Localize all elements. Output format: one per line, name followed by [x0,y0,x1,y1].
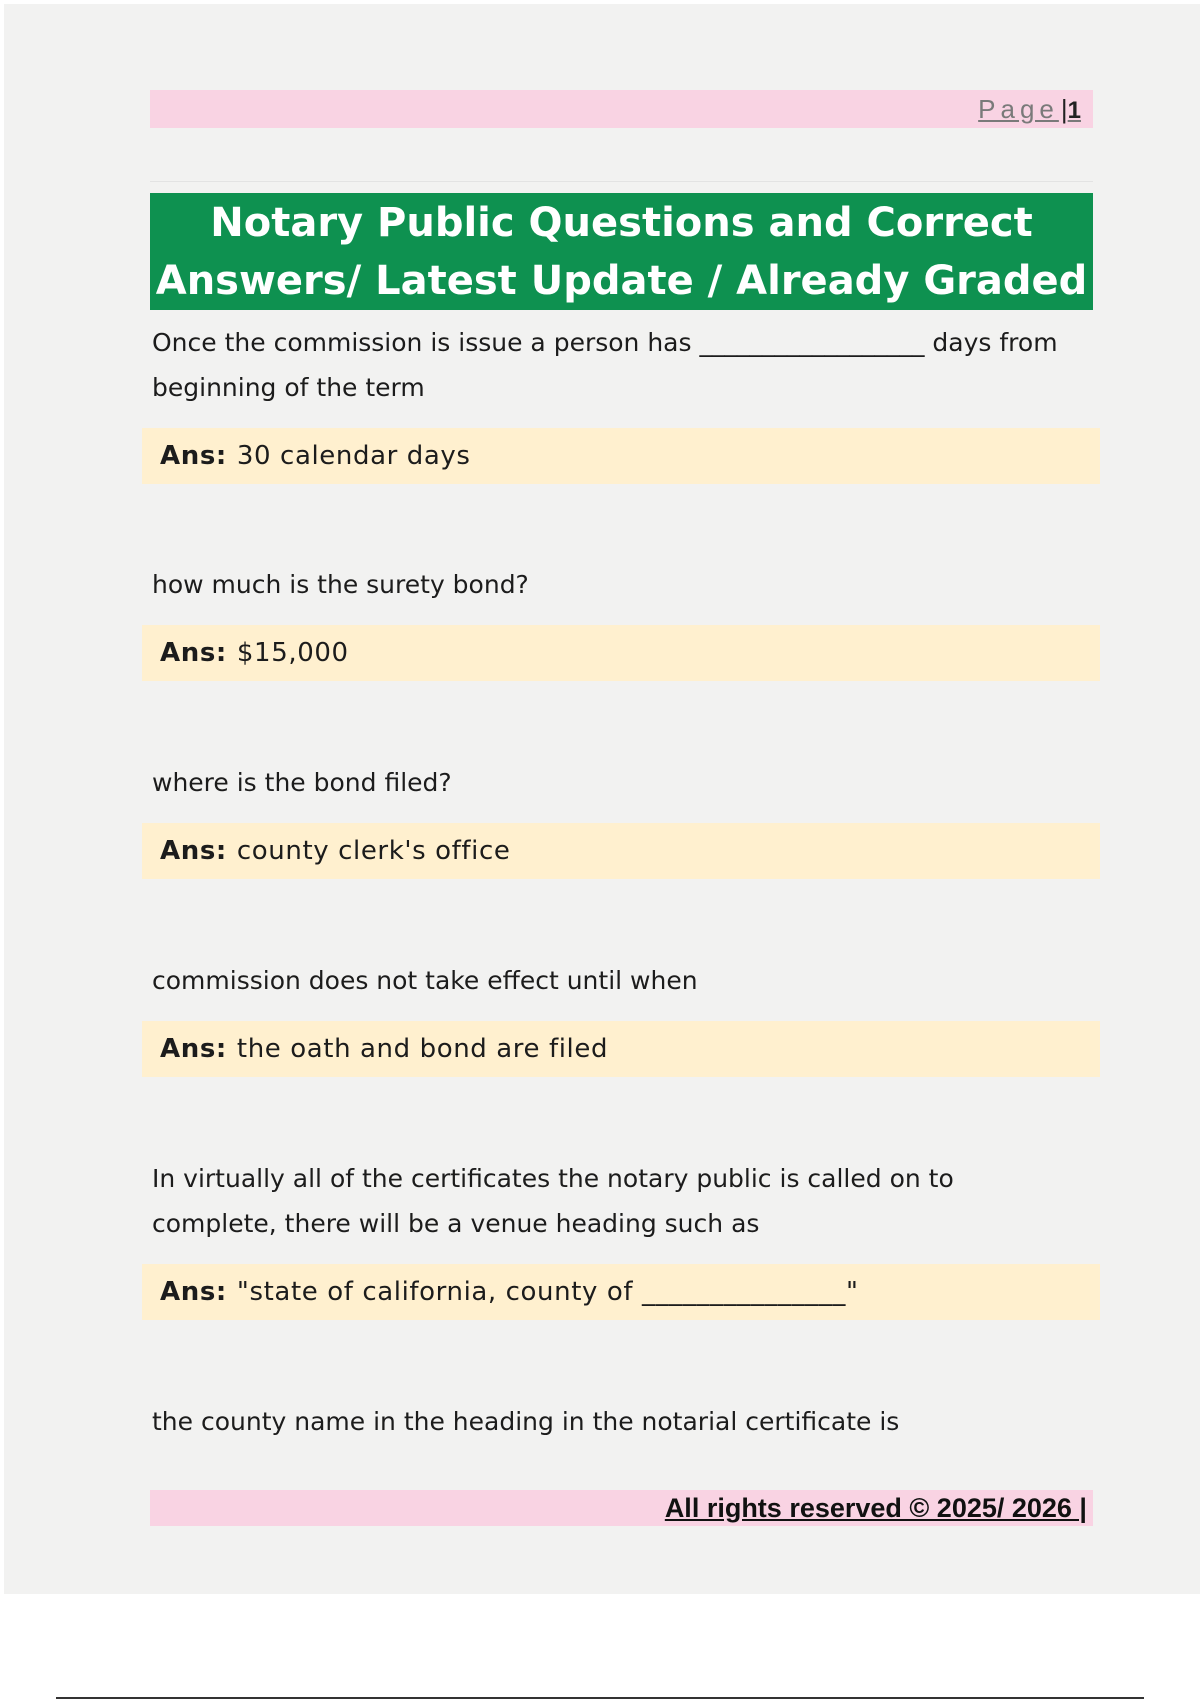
question-text: Once the commission is issue a person has __________________ days from beginning of the term [152,328,1058,402]
title-banner [150,193,1093,310]
qa-item [142,562,1100,681]
document-title: Notary Public Questions and Correct Answers/ Latest Update / Already Graded [155,199,1088,304]
question-text: where is the bond filed? [152,768,452,797]
answer-label: Ans: [160,1277,227,1307]
answer-label: Ans: [160,638,227,668]
page-header [150,90,1093,128]
header-divider [150,181,1093,182]
qa-item [142,760,1100,879]
document-page [4,4,1200,1594]
question-text: In virtually all of the certificates the notary public is called on to complete, there will be a venue heading such as [152,1164,954,1238]
copyright-text: All rights reserved © 2025/ 2026 | [664,1493,1087,1523]
question-text: how much is the surety bond? [152,570,529,599]
qa-item [142,958,1100,1077]
answer-text: 30 calendar days [236,441,471,471]
page-label: Page [978,94,1059,124]
page-separator: | [1060,94,1068,124]
answer-label: Ans: [160,836,227,866]
answer-text: county clerk's office [236,836,511,866]
answer-text: "state of california, county of _______________" [236,1277,859,1307]
qa-item [142,320,1100,484]
page-number: 1 [1067,97,1081,124]
answer-text: $15,000 [236,638,349,668]
question-text: commission does not take effect until when [152,966,698,995]
answer-label: Ans: [160,1034,227,1064]
answer-box [142,428,1100,484]
answer-box [142,1264,1100,1320]
answer-text: the oath and bond are filed [236,1034,609,1064]
qa-item [142,1156,1100,1320]
page-footer [150,1490,1093,1526]
question-text: the county name in the heading in the notarial certificate is [152,1407,900,1436]
answer-box [142,1021,1100,1077]
answer-box [142,823,1100,879]
answer-box [142,625,1100,681]
page-number-label [978,92,1081,128]
answer-label: Ans: [160,441,227,471]
qa-item [142,1399,1100,1444]
bottom-divider [56,1697,1144,1699]
